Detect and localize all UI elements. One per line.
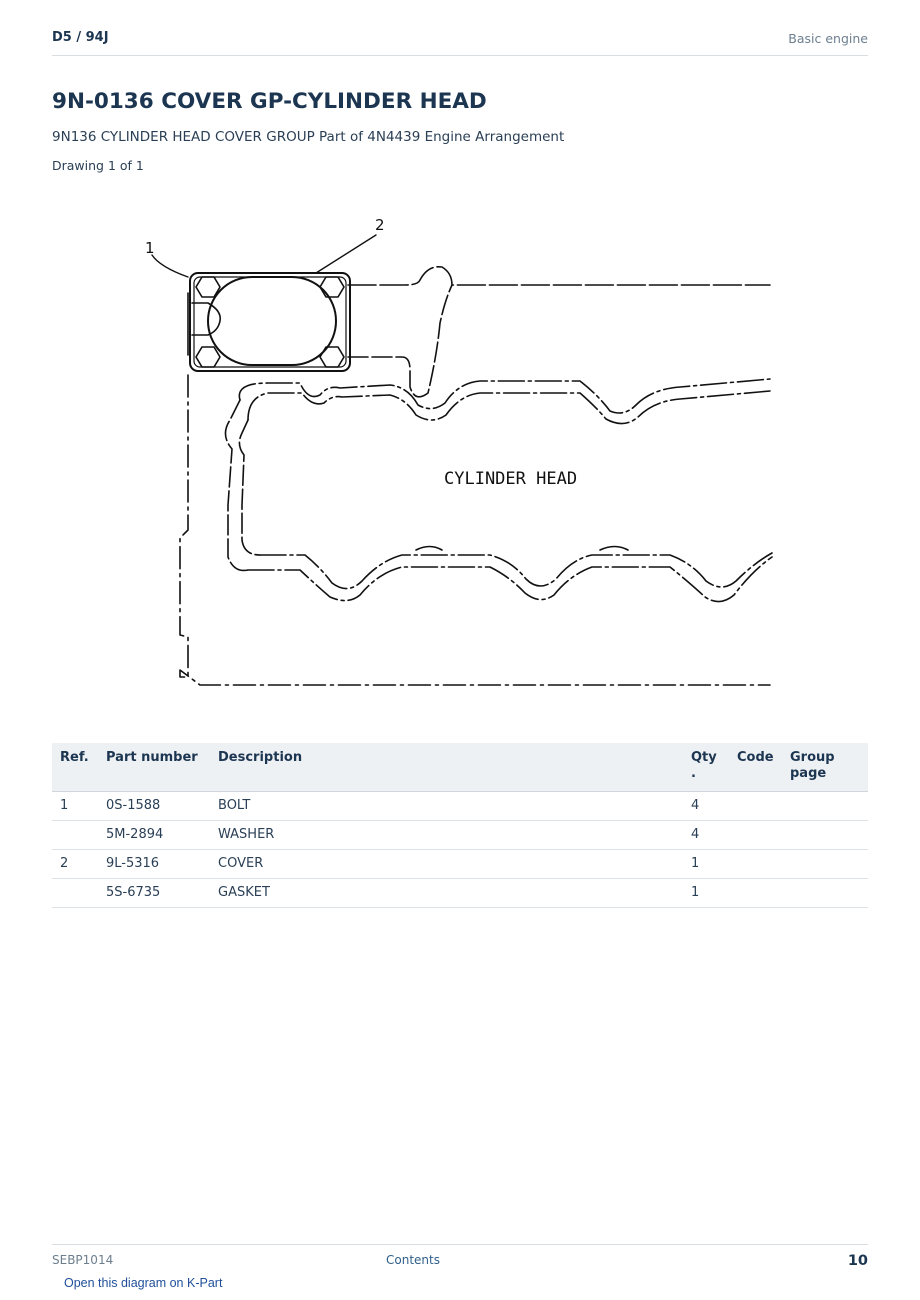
cell-code bbox=[729, 792, 782, 821]
col-description: Description bbox=[210, 743, 683, 792]
cell-ref: 1 bbox=[52, 792, 98, 821]
cell-ref bbox=[52, 821, 98, 850]
page-number: 10 bbox=[847, 1253, 868, 1269]
section-name: Basic engine bbox=[788, 31, 868, 46]
cell-qty: 1 bbox=[683, 879, 729, 908]
table-row bbox=[52, 792, 868, 821]
cell-part-number: 9L-5316 bbox=[98, 850, 210, 879]
callout-1: 1 bbox=[145, 239, 155, 257]
page-subtitle: 9N136 CYLINDER HEAD COVER GROUP Part of 4N4439 Engine Arrangement bbox=[52, 129, 565, 145]
document-code: SEBP1014 bbox=[52, 1253, 114, 1267]
col-group-page: Group page bbox=[782, 743, 868, 792]
cell-group-page bbox=[782, 850, 868, 879]
drawing-counter: Drawing 1 of 1 bbox=[52, 158, 144, 173]
cell-description: GASKET bbox=[210, 879, 683, 908]
cell-ref bbox=[52, 879, 98, 908]
col-part-number: Part number bbox=[98, 743, 210, 792]
cell-part-number: 5M-2894 bbox=[98, 821, 210, 850]
col-ref: Ref. bbox=[52, 743, 98, 792]
parts-table bbox=[52, 743, 868, 908]
open-in-kpart-link[interactable]: Open this diagram on K-Part bbox=[64, 1276, 223, 1290]
diagram-drawing bbox=[140, 205, 780, 700]
cell-description: WASHER bbox=[210, 821, 683, 850]
diagram-label: CYLINDER HEAD bbox=[444, 469, 578, 489]
table-row bbox=[52, 879, 868, 908]
cell-qty: 4 bbox=[683, 821, 729, 850]
cell-qty: 4 bbox=[683, 792, 729, 821]
cell-group-page bbox=[782, 821, 868, 850]
cell-part-number: 5S-6735 bbox=[98, 879, 210, 908]
table-row bbox=[52, 850, 868, 879]
table-row bbox=[52, 821, 868, 850]
col-code: Code bbox=[729, 743, 782, 792]
contents-link[interactable]: Contents bbox=[386, 1253, 440, 1267]
page-header bbox=[52, 29, 868, 56]
cell-part-number: 0S-1588 bbox=[98, 792, 210, 821]
cell-qty: 1 bbox=[683, 850, 729, 879]
breadcrumb: D5 / 94J bbox=[52, 30, 109, 45]
cell-code bbox=[729, 850, 782, 879]
cell-ref: 2 bbox=[52, 850, 98, 879]
cell-description: BOLT bbox=[210, 792, 683, 821]
table-header-row bbox=[52, 743, 868, 792]
parts-diagram bbox=[140, 205, 780, 700]
cell-description: COVER bbox=[210, 850, 683, 879]
col-qty: Qty . bbox=[683, 743, 729, 792]
cell-code bbox=[729, 821, 782, 850]
page-title: 9N-0136 COVER GP-CYLINDER HEAD bbox=[52, 89, 487, 114]
cell-group-page bbox=[782, 879, 868, 908]
cell-code bbox=[729, 879, 782, 908]
cell-group-page bbox=[782, 792, 868, 821]
callout-2: 2 bbox=[375, 216, 385, 234]
